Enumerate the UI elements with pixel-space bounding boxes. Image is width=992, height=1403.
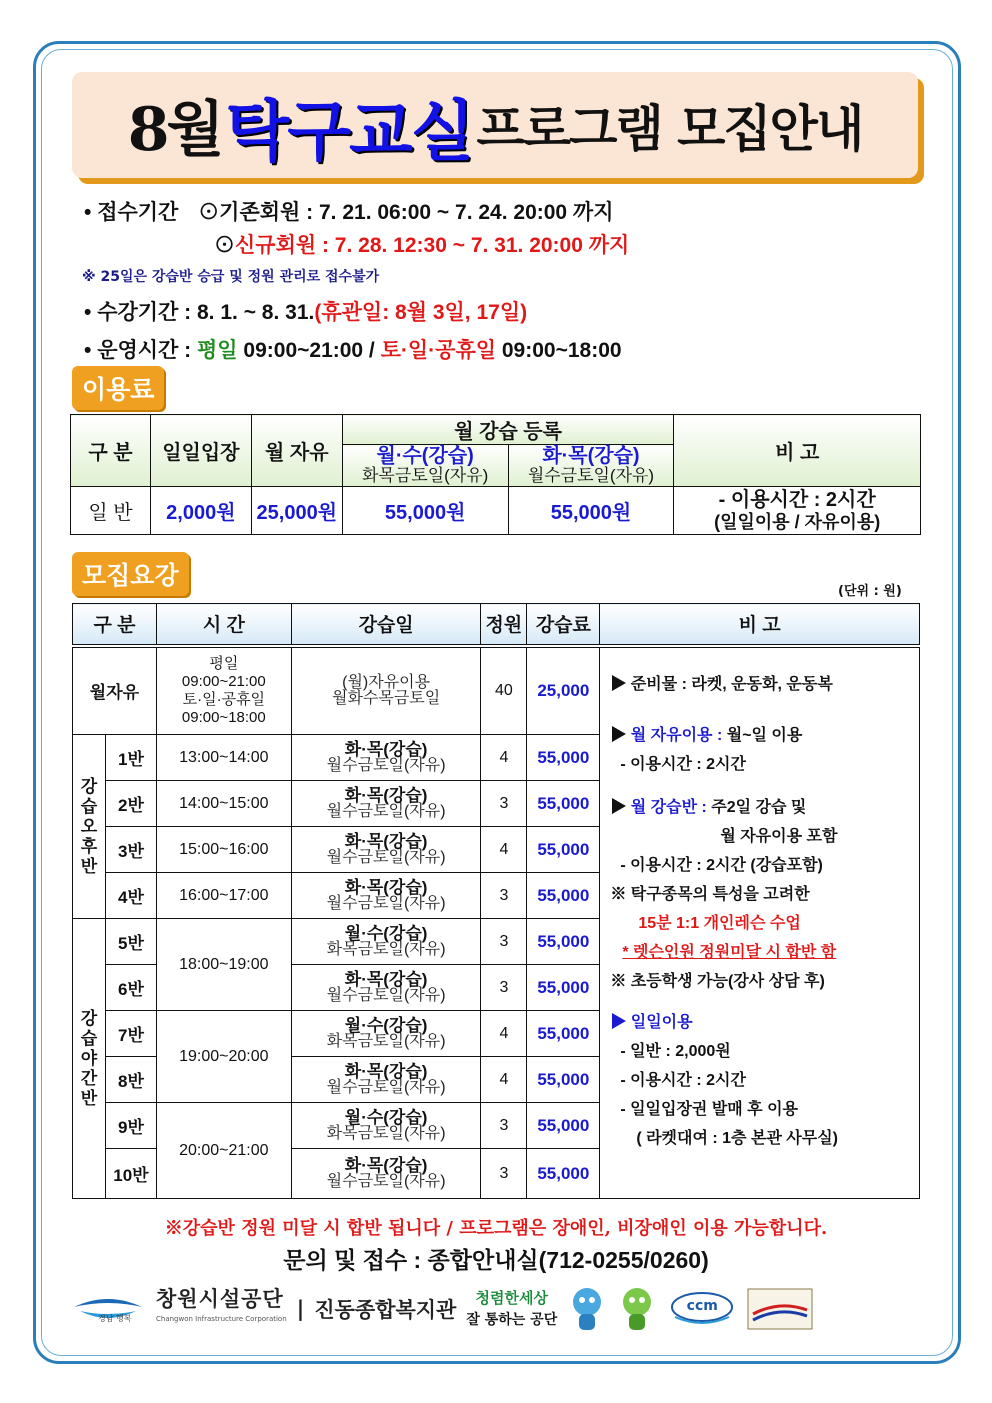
ccm-logo [667, 1289, 737, 1329]
rec-group-afternoon-label: 강습 오후반 [80, 776, 102, 876]
title-month: 8월 [127, 95, 222, 165]
rec-free-day-1: (월)자유이용 [342, 673, 431, 691]
rec-day1-2: 화·목(강습) [344, 786, 428, 805]
rec-free-capacity: 40 [481, 646, 527, 735]
rec-day1-6: 화·목(강습) [344, 970, 428, 989]
rec-cap-3: 4 [481, 827, 527, 873]
fee-note [674, 487, 921, 535]
gyeongnam-logo [70, 1289, 146, 1329]
period-line [84, 296, 527, 326]
remark-feature: ※ 탁구종목의 특성을 고려한 [610, 885, 810, 903]
rec-time-5: 18:00~19:00 [156, 919, 291, 1011]
hours-weekday-time: 09:00~21:00 / [237, 339, 381, 362]
fee-note-line1: - 이용시간 : 2시간 [718, 488, 876, 511]
rec-free-day-2: 월화수목금토일 [332, 689, 441, 707]
fee-header-free: 월 자유 [251, 415, 342, 487]
rec-price-7: 55,000 [527, 1011, 600, 1057]
remark-daily-racket: ( 라켓대여 : 1층 본관 사무실) [636, 1129, 838, 1147]
rec-time-9: 20:00~21:00 [156, 1103, 291, 1199]
rec-cap-6: 3 [481, 965, 527, 1011]
rec-class-4: 4반 [105, 873, 156, 919]
rec-header-capacity: 정원 [481, 604, 527, 646]
rec-time-4: 16:00~17:00 [156, 873, 291, 919]
fee-daily: 2,000원 [150, 487, 251, 535]
rec-price-3: 55,000 [527, 827, 600, 873]
rec-free-time-2: 09:00~21:00 [181, 672, 266, 690]
rec-price-1: 55,000 [527, 735, 600, 781]
contact-info: 문의 및 접수 : 종합안내실(712-0255/0260) [283, 1247, 709, 1273]
org-name: 창원시설공단 [156, 1287, 284, 1311]
rec-day2-5: 화목금토일(자유) [326, 941, 446, 958]
remark-free-text: 월~일 이용 [726, 726, 803, 744]
bottom-warning: ※강습반 정원 미달 시 합반 됩니다 / 프로그램은 장애인, 비장애인 이용 가능합니다. [164, 1218, 828, 1239]
rec-days-9 [291, 1103, 481, 1149]
certificate-icon [747, 1288, 813, 1330]
rec-days-10 [291, 1149, 481, 1199]
rec-class-3: 3반 [105, 827, 156, 873]
remark-daily: ▶ 일일이용 [610, 1013, 693, 1031]
rec-day1-4: 화·목(강습) [344, 878, 428, 897]
footer [70, 1282, 936, 1336]
rec-day2-8: 월수금토일(자유) [326, 1079, 446, 1096]
rec-price-2: 55,000 [527, 781, 600, 827]
rec-days-8 [291, 1057, 481, 1103]
fee-header-note: 비 고 [674, 415, 921, 487]
title-rest: 프로그램 모집안내 [476, 100, 863, 158]
slogan [466, 1287, 557, 1331]
fee-note-line2: (일일이용 / 자유이용) [714, 511, 881, 532]
org-block [156, 1289, 287, 1329]
hours-line [84, 334, 622, 364]
rec-cap-9: 3 [481, 1103, 527, 1149]
reception-new-line [214, 229, 629, 259]
fee-section-tag: 이용료 [72, 366, 164, 410]
rec-day1-7: 월·수(강습) [344, 1016, 428, 1035]
rec-remarks [600, 646, 920, 1199]
hours-prefix: 운영시간 : [97, 339, 197, 362]
rec-class-9: 9반 [105, 1103, 156, 1149]
slogan-bottom: 잘 통하는 공단 [466, 1312, 558, 1328]
mascot-green-icon [617, 1284, 657, 1334]
fee-row-division: 일 반 [71, 487, 151, 535]
rec-day2-10: 월수금토일(자유) [326, 1173, 446, 1190]
rec-day1-1: 화·목(강습) [344, 740, 428, 759]
rec-cap-7: 4 [481, 1011, 527, 1057]
rec-row-free [73, 646, 920, 735]
rec-class-5: 5반 [105, 919, 156, 965]
rec-price-6: 55,000 [527, 965, 600, 1011]
remark-class [610, 793, 911, 822]
ccm-logo-text: ccm [686, 1298, 718, 1314]
org-divider: | [296, 1297, 305, 1321]
slogan-top: 청렴한세상 [475, 1289, 548, 1307]
remark-class-text: 주2일 강습 및 [711, 798, 807, 816]
fee-header-tt-label: 화·목(강습) [542, 444, 640, 467]
fee-header-tt-sub: 월수금토일(자유) [527, 465, 655, 485]
period-holiday: (휴관일: 8월 3일, 17일) [314, 301, 528, 324]
rec-free-price: 25,000 [527, 646, 600, 735]
fee-header-mw [342, 445, 508, 487]
rec-time-7: 19:00~20:00 [156, 1011, 291, 1103]
rec-class-2: 2반 [105, 781, 156, 827]
rec-day1-8: 화·목(강습) [344, 1062, 428, 1081]
reception-existing: ⊙기존회원 : 7. 21. 06:00 ~ 7. 24. 20:00 까지 [198, 201, 614, 224]
rec-day1-10: 화·목(강습) [344, 1156, 428, 1175]
rec-day2-9: 화목금토일(자유) [326, 1125, 446, 1142]
rec-price-10: 55,000 [527, 1149, 600, 1199]
rec-day2-2: 월수금토일(자유) [326, 803, 446, 820]
rec-header-fee: 강습료 [527, 604, 600, 646]
rec-header-division: 구 분 [73, 604, 157, 646]
rec-class-1: 1반 [105, 735, 156, 781]
fee-header-mw-sub: 화목금토일(자유) [362, 465, 489, 485]
bullet-icon: • [84, 339, 98, 362]
rec-days-4 [291, 873, 481, 919]
rec-free-time-4: 09:00~18:00 [181, 708, 266, 726]
rec-day2-3: 월수금토일(자유) [326, 849, 446, 866]
reception-label: 접수기간 [97, 201, 179, 224]
rec-day1-5: 월·수(강습) [344, 924, 428, 943]
rec-class-10: 10반 [105, 1149, 156, 1199]
remark-free-hours: - 이용시간 : 2시간 [620, 755, 746, 773]
reception-new-mark: ⊙ [214, 234, 235, 257]
recruit-table [72, 603, 920, 1199]
rec-free-label: 월자유 [73, 646, 157, 735]
remark-elementary: ※ 초등학생 가능(강사 상담 후) [610, 972, 825, 990]
remark-daily-hours: - 이용시간 : 2시간 [620, 1071, 746, 1089]
rec-cap-5: 3 [481, 919, 527, 965]
fee-free: 25,000원 [251, 487, 342, 535]
rec-cap-1: 4 [481, 735, 527, 781]
rec-free-days [291, 646, 481, 735]
rec-price-4: 55,000 [527, 873, 600, 919]
fee-header-daily: 일일입장 [150, 415, 251, 487]
rec-days-3 [291, 827, 481, 873]
rec-days-6 [291, 965, 481, 1011]
period-text: 수강기간 : 8. 1. ~ 8. 31. [97, 301, 315, 324]
bullet-icon: • [84, 201, 98, 224]
fee-header-mw-label: 월·수(강습) [376, 444, 474, 467]
rec-cap-2: 3 [481, 781, 527, 827]
rec-day1-3: 화·목(강습) [344, 832, 428, 851]
rec-free-time [156, 646, 291, 735]
mascot-blue-icon [567, 1284, 607, 1334]
unit-label: (단위 : 원) [838, 584, 902, 599]
rec-time-1: 13:00~14:00 [156, 735, 291, 781]
fee-header-monthly: 월 강습 등록 [342, 415, 674, 445]
rec-days-2 [291, 781, 481, 827]
fee-mw: 55,000원 [342, 487, 508, 535]
remark-free [610, 721, 911, 750]
rec-day1-9: 월·수(강습) [344, 1108, 428, 1127]
rec-price-5: 55,000 [527, 919, 600, 965]
rec-class-6: 6반 [105, 965, 156, 1011]
remark-class-include: 월 자유이용 포함 [720, 827, 838, 845]
rec-class-8: 8반 [105, 1057, 156, 1103]
rec-time-2: 14:00~15:00 [156, 781, 291, 827]
hours-weekday: 평일 [197, 339, 238, 362]
rec-group-evening [73, 919, 106, 1199]
rec-free-time-1: 평일 [209, 654, 239, 672]
remark-merge: * 렛슨인원 정원미달 시 합반 함 [622, 943, 837, 961]
rec-price-9: 55,000 [527, 1103, 600, 1149]
rec-days-1 [291, 735, 481, 781]
remark-class-label: 월 강습반 : [630, 798, 712, 816]
rec-cap-10: 3 [481, 1149, 527, 1199]
fee-header-tt [508, 445, 674, 487]
rec-group-evening-label: 강습 야간반 [80, 1008, 102, 1108]
hours-weekend-time: 09:00~18:00 [496, 339, 622, 362]
title-main: 탁구교실 [225, 92, 473, 170]
remark-free-arrow: ▶ [610, 726, 631, 744]
remark-daily-ticket: - 일일입장권 발매 후 이용 [620, 1100, 798, 1118]
reception-new: 신규회원 : 7. 28. 12:30 ~ 7. 31. 20:00 까지 [235, 234, 630, 257]
bullet-icon: • [84, 301, 98, 324]
reception-note: ※ 25일은 강습반 승급 및 정원 관리로 접수불가 [82, 269, 380, 285]
rec-day2-7: 화목금토일(자유) [326, 1033, 446, 1050]
branch-name: 진동종합복지관 [314, 1298, 457, 1322]
rec-price-8: 55,000 [527, 1057, 600, 1103]
rec-header-days: 강습일 [291, 604, 481, 646]
rec-header-note: 비 고 [600, 604, 920, 646]
rec-day2-4: 월수금토일(자유) [326, 895, 446, 912]
remark-daily-price: - 일반 : 2,000원 [620, 1042, 731, 1060]
org-name-en: Changwon Infrastructure Corporation [156, 1315, 287, 1323]
rec-day2-1: 월수금토일(자유) [326, 757, 446, 774]
remark-free-label: 월 자유이용 : [630, 726, 727, 744]
remark-class-arrow: ▶ [610, 798, 631, 816]
rec-class-7: 7반 [105, 1011, 156, 1057]
hours-weekend: 토·일·공휴일 [380, 339, 497, 362]
rec-header-time: 시 간 [156, 604, 291, 646]
gyeongnam-logo-text: 경남 행복 [98, 1314, 132, 1323]
remark-lesson: 15분 1:1 개인레슨 수업 [638, 914, 801, 932]
rec-days-5 [291, 919, 481, 965]
rec-cap-8: 4 [481, 1057, 527, 1103]
recruit-section-tag: 모집요강 [72, 552, 189, 596]
title-banner [72, 72, 918, 178]
remark-prep: ▶ 준비물 : 라켓, 운동화, 운동복 [610, 675, 833, 693]
rec-group-afternoon [73, 735, 106, 919]
rec-day2-6: 월수금토일(자유) [326, 987, 446, 1004]
rec-cap-4: 3 [481, 873, 527, 919]
rec-days-7 [291, 1011, 481, 1057]
remark-class-hours: - 이용시간 : 2시간 (강습포함) [620, 856, 823, 874]
rec-time-3: 15:00~16:00 [156, 827, 291, 873]
fee-header-division: 구 분 [71, 415, 151, 487]
reception-existing-line [84, 196, 614, 226]
rec-free-time-3: 토·일·공휴일 [182, 690, 266, 708]
fee-table [70, 414, 921, 535]
fee-tt: 55,000원 [508, 487, 674, 535]
